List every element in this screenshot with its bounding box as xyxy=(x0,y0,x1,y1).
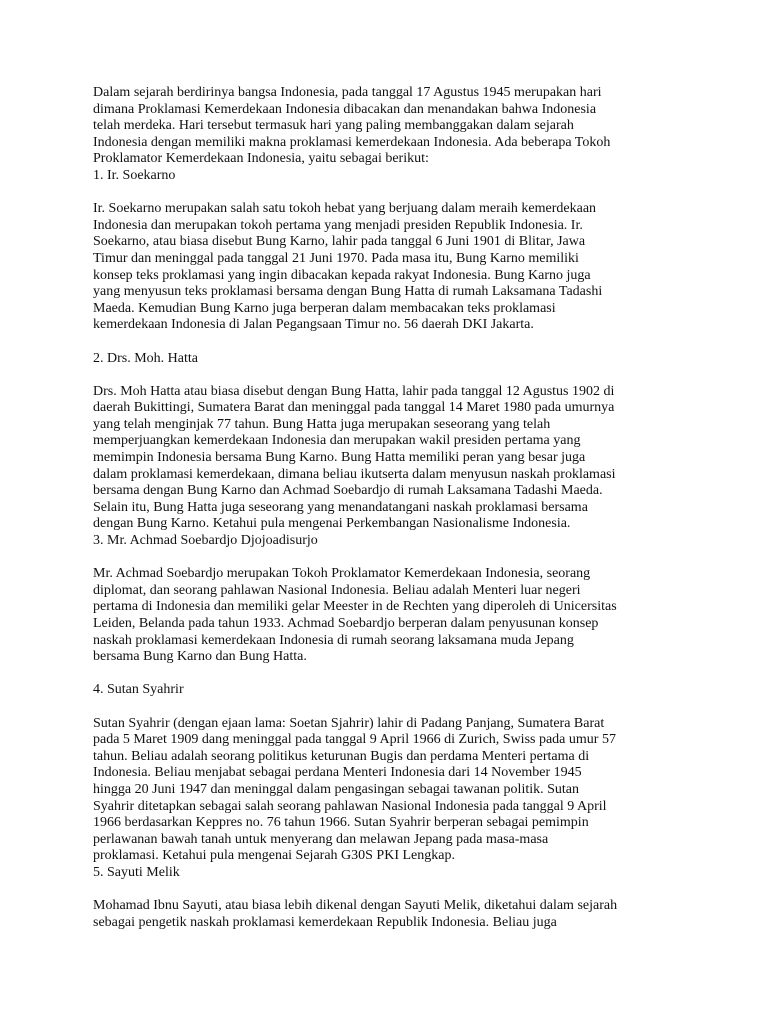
paragraph-gap xyxy=(93,185,683,202)
section-body-syahrir: Sutan Syahrir (dengan ejaan lama: Soetan Sjahrir) lahir di Padang Panjang, Sumatera Barat pada 5 Maret 1909 dang meninggal pada tanggal 9 April 1966 di Zurich, Swiss pada umur 57 tahun. Beliau adalah seorang politikus keturunan Bugis dan perdama Menteri pertama di Indonesia. Beliau menjabat sebagai perdana Menteri Indonesia dari 14 November 1945 hingga 20 Juni 1947 dan meninggal dalam pengasingan sebagai tawanan politik. Sutan Syahrir ditetapkan sebagai salah seorang pahlawan Nasional Indonesia pada tanggal 9 April 1966 berdasarkan Keppres no. 76 tahun 1966. Sutan Syahrir berperan sebagai pemimpin perlawanan bawah tanah untuk menyerang dan melawan Jepang pada masa-masa proklamasi. Ketahui pula mengenai Sejarah G30S PKI Lengkap. xyxy=(93,715,616,864)
document-page xyxy=(93,85,683,931)
paragraph-gap xyxy=(93,550,683,567)
section-body-sayuti-melik: Mohamad Ibnu Sayuti, atau biasa lebih dikenal dengan Sayuti Melik, diketahui dalam sejarah sebagai pengetik naskah proklamasi kemerdekaan Republik Indonesia. Beliau juga xyxy=(93,898,618,930)
paragraph-gap xyxy=(93,882,683,899)
section-heading-sayuti-melik: 5. Sayuti Melik xyxy=(93,864,180,880)
section-heading-hatta: 2. Drs. Moh. Hatta xyxy=(93,350,198,366)
paragraph-gap xyxy=(93,367,683,384)
paragraph-gap xyxy=(93,666,683,683)
section-body-soebardjo: Mr. Achmad Soebardjo merupakan Tokoh Proklamator Kemerdekaan Indonesia, seorang diplomat, dan seorang pahlawan Nasional Indonesia. Beliau adalah Menteri luar negeri pertama di Indonesia dan memiliki gelar Meester in de Rechten yang diperoleh di Unicersitas Leiden, Belanda pada tahun 1933. Achmad Soebardjo berperan dalam penyusunan konsep naskah proklamasi kemerdekaan Indonesia di rumah seorang laksamana muda Jepang bersama Bung Karno dan Bung Hatta. xyxy=(93,566,617,665)
section-body-soekarno: Ir. Soekarno merupakan salah satu tokoh hebat yang berjuang dalam meraih kemerdekaan Indonesia dan merupakan tokoh pertama yang menjadi presiden Republik Indonesia. Ir. Soekarno, atau biasa disebut Bung Karno, lahir pada tanggal 6 Juni 1901 di Blitar, Jawa Timur dan meninggal pada tanggal 21 Juni 1970. Pada masa itu, Bung Karno memiliki konsep teks proklamasi yang ingin dibacakan kepada rakyat Indonesia. Bung Karno juga yang menyusun teks proklamasi bersama dengan Bung Hatta di rumah Laksamana Tadashi Maeda. Kemudian Bung Karno juga berperan dalam membacakan teks proklamasi kemerdekaan Indonesia di Jalan Pegangsaan Timur no. 56 daerah DKI Jakarta. xyxy=(93,201,603,333)
paragraph-gap xyxy=(93,334,683,351)
section-heading-soebardjo: 3. Mr. Achmad Soebardjo Djojoadisurjo xyxy=(93,533,318,549)
intro-paragraph: Dalam sejarah berdirinya bangsa Indonesia, pada tanggal 17 Agustus 1945 merupakan hari dimana Proklamasi Kemerdekaan Indonesia dibacakan dan menandakan bahwa Indonesia telah merdeka. Hari tersebut termasuk hari yang paling membanggakan dalam sejarah Indonesia dengan memiliki makna proklamasi kemerdekaan Indonesia. Ada beberapa Tokoh Proklamator Kemerdekaan Indonesia, yaitu sebagai berikut: xyxy=(93,85,611,167)
paragraph-gap xyxy=(93,699,683,716)
section-body-hatta: Drs. Moh Hatta atau biasa disebut dengan Bung Hatta, lahir pada tanggal 12 Agustus 1902 di daerah Bukittingi, Sumatera Barat dan meninggal pada tanggal 14 Maret 1980 pada umurnya yang telah menginjak 77 tahun. Bung Hatta juga merupakan seseorang yang telah memperjuangkan kemerdekaan Indonesia dan merupakan wakil presiden pertama yang memimpin Indonesia bersama Bung Karno. Bung Hatta memiliki peran yang besar juga dalam proklamasi kemerdekaan, dimana beliau ikutserta dalam menyusun naskah proklamasi bersama dengan Bung Karno dan Achmad Soebardjo di rumah Laksamana Tadashi Maeda. Selain itu, Bung Hatta juga seseorang yang menandatangani naskah proklamasi bersama dengan Bung Karno. Ketahui pula mengenai Perkembangan Nasionalisme Indonesia. xyxy=(93,383,616,532)
section-heading-syahrir: 4. Sutan Syahrir xyxy=(93,682,184,698)
section-heading-soekarno: 1. Ir. Soekarno xyxy=(93,167,176,183)
